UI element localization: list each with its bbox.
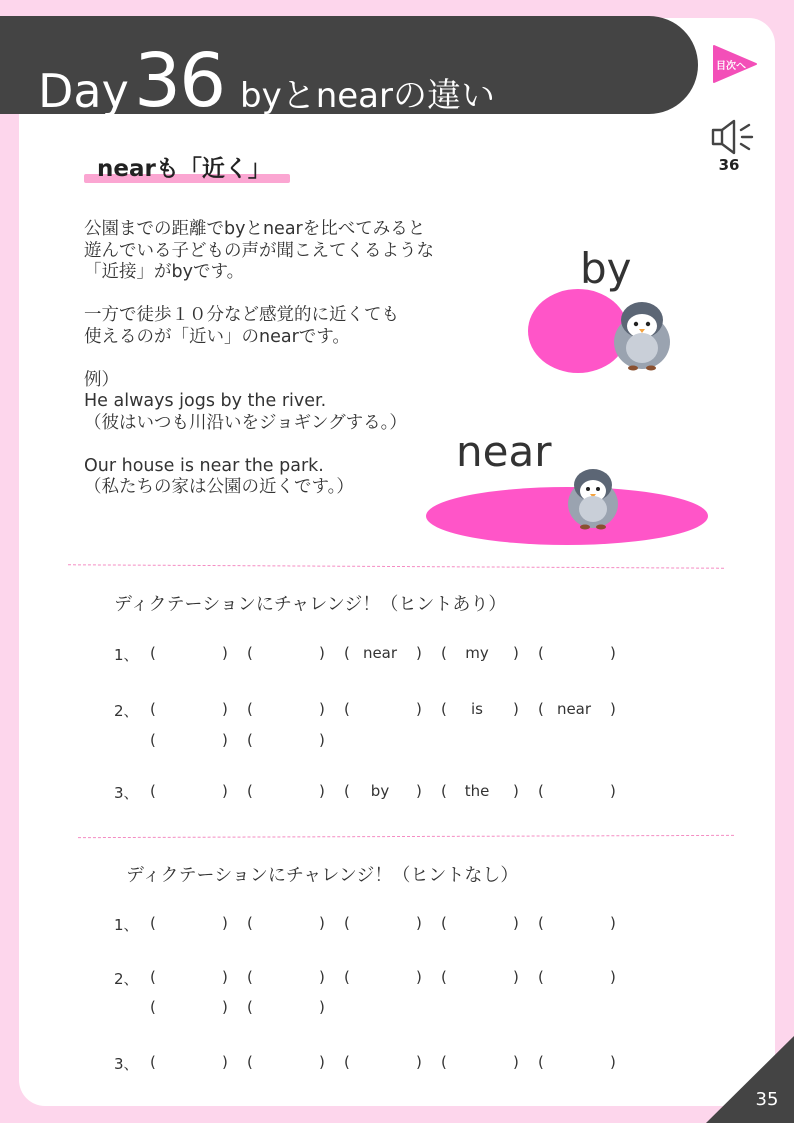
blank-open-paren: ( xyxy=(538,968,544,986)
blank-open-paren: ( xyxy=(344,782,350,800)
blank-close-paren: ) xyxy=(319,968,325,986)
blank-open-paren: ( xyxy=(247,1053,253,1071)
page-title: byとnearの違い xyxy=(240,76,495,116)
row-number: 3、 xyxy=(114,1055,139,1073)
blank-open-paren: ( xyxy=(538,644,544,662)
blank-open-paren: ( xyxy=(538,1053,544,1071)
answer-blank[interactable]: my xyxy=(465,644,489,662)
blank-close-paren: ) xyxy=(610,700,616,718)
blank-close-paren: ) xyxy=(416,1053,422,1071)
blank-open-paren: ( xyxy=(247,968,253,986)
blank-close-paren: ) xyxy=(513,914,519,932)
blank-open-paren: ( xyxy=(247,914,253,932)
blank-close-paren: ) xyxy=(610,914,616,932)
by-label: by xyxy=(580,244,632,293)
blank-close-paren: ) xyxy=(222,644,228,662)
penguin-near-icon xyxy=(568,469,618,530)
blank-open-paren: ( xyxy=(150,914,156,932)
blank-open-paren: ( xyxy=(150,968,156,986)
blank-open-paren: ( xyxy=(538,782,544,800)
page-number: 35 xyxy=(755,1089,779,1110)
blank-close-paren: ) xyxy=(416,914,422,932)
blank-close-paren: ) xyxy=(610,1053,616,1071)
blank-open-paren: ( xyxy=(441,644,447,662)
blank-close-paren: ) xyxy=(513,700,519,718)
blank-close-paren: ) xyxy=(222,782,228,800)
near-label: near xyxy=(456,427,552,476)
blank-open-paren: ( xyxy=(247,700,253,718)
blank-open-paren: ( xyxy=(441,782,447,800)
blank-close-paren: ) xyxy=(416,968,422,986)
blank-close-paren: ) xyxy=(319,644,325,662)
header-banner xyxy=(0,16,698,124)
blank-open-paren: ( xyxy=(538,914,544,932)
blank-close-paren: ) xyxy=(416,782,422,800)
by-area xyxy=(528,289,628,373)
blank-open-paren: ( xyxy=(150,731,156,749)
blank-close-paren: ) xyxy=(416,644,422,662)
dictation-hint-title: ディクテーションにチャレンジ！（ヒントあり） xyxy=(114,594,507,615)
explanation-line: 「近接」がbyです。 xyxy=(84,262,245,282)
blank-open-paren: ( xyxy=(441,700,447,718)
explanation-line: 遊んでいる子どもの声が聞こえてくるような xyxy=(84,240,434,261)
blank-close-paren: ) xyxy=(610,782,616,800)
blank-close-paren: ) xyxy=(222,1053,228,1071)
blank-close-paren: ) xyxy=(319,700,325,718)
blank-open-paren: ( xyxy=(441,968,447,986)
explanation-line: He always jogs by the river. xyxy=(84,391,327,411)
dictation-nohint-title: ディクテーションにチャレンジ！（ヒントなし） xyxy=(126,865,519,886)
blank-close-paren: ) xyxy=(513,968,519,986)
blank-open-paren: ( xyxy=(150,782,156,800)
by-near-illustration xyxy=(420,240,720,560)
blank-open-paren: ( xyxy=(247,731,253,749)
blank-close-paren: ) xyxy=(222,731,228,749)
explanation-text xyxy=(84,219,434,499)
blank-close-paren: ) xyxy=(610,968,616,986)
blank-open-paren: ( xyxy=(344,914,350,932)
speaker-icon[interactable] xyxy=(710,118,756,156)
explanation-line: Our house is near the park. xyxy=(84,455,324,476)
answer-blank[interactable]: the xyxy=(464,782,490,800)
blank-close-paren: ) xyxy=(513,1053,519,1071)
near-area xyxy=(426,487,708,545)
blank-close-paren: ) xyxy=(319,998,325,1016)
day-label: Day xyxy=(38,64,129,118)
blank-close-paren: ) xyxy=(222,968,228,986)
blank-close-paren: ) xyxy=(416,700,422,718)
blank-open-paren: ( xyxy=(538,700,544,718)
explanation-line: 例） xyxy=(84,369,119,390)
answer-blank[interactable]: by xyxy=(370,782,390,800)
row-number: 1、 xyxy=(114,916,139,934)
row-number: 2、 xyxy=(114,702,139,720)
toc-button-label[interactable]: 目次へ xyxy=(716,61,746,72)
blank-close-paren: ) xyxy=(319,782,325,800)
explanation-line: 公園までの距離でbyとnearを比べてみると xyxy=(84,219,426,239)
section-title: nearも「近く」 xyxy=(97,156,271,182)
blank-close-paren: ) xyxy=(319,914,325,932)
blank-close-paren: ) xyxy=(222,998,228,1016)
blank-open-paren: ( xyxy=(150,700,156,718)
explanation-line: 一方で徒歩１０分など感覚的に近くても xyxy=(84,305,399,325)
blank-close-paren: ) xyxy=(610,644,616,662)
blank-close-paren: ) xyxy=(319,731,325,749)
explanation-line xyxy=(84,284,434,306)
blank-open-paren: ( xyxy=(441,914,447,932)
blank-close-paren: ) xyxy=(513,782,519,800)
explanation-line: 使えるのが「近い」のnearです。 xyxy=(84,326,350,347)
blank-open-paren: ( xyxy=(344,1053,350,1071)
blank-open-paren: ( xyxy=(344,644,350,662)
blank-open-paren: ( xyxy=(441,1053,447,1071)
blank-close-paren: ) xyxy=(222,700,228,718)
blank-close-paren: ) xyxy=(513,644,519,662)
blank-open-paren: ( xyxy=(150,1053,156,1071)
blank-open-paren: ( xyxy=(150,644,156,662)
row-number: 2、 xyxy=(114,970,139,988)
blank-open-paren: ( xyxy=(247,644,253,662)
blank-open-paren: ( xyxy=(150,998,156,1016)
row-number: 3、 xyxy=(114,784,139,802)
blank-open-paren: ( xyxy=(247,782,253,800)
blank-open-paren: ( xyxy=(344,700,350,718)
explanation-line: （彼はいつも川沿いをジョギングする。） xyxy=(84,412,407,433)
explanation-line: （私たちの家は公園の近くです。） xyxy=(84,477,354,497)
blank-close-paren: ) xyxy=(319,1053,325,1071)
blank-open-paren: ( xyxy=(344,968,350,986)
day-number: 36 xyxy=(134,38,225,124)
blank-close-paren: ) xyxy=(222,914,228,932)
answer-blank[interactable]: is xyxy=(471,700,483,718)
answer-blank[interactable]: near xyxy=(362,644,398,662)
answer-blank[interactable]: near xyxy=(556,700,592,718)
row-number: 1、 xyxy=(114,646,139,664)
audio-track-number: 36 xyxy=(718,156,740,174)
blank-open-paren: ( xyxy=(247,998,253,1016)
explanation-line xyxy=(84,434,434,456)
explanation-line xyxy=(84,348,434,370)
